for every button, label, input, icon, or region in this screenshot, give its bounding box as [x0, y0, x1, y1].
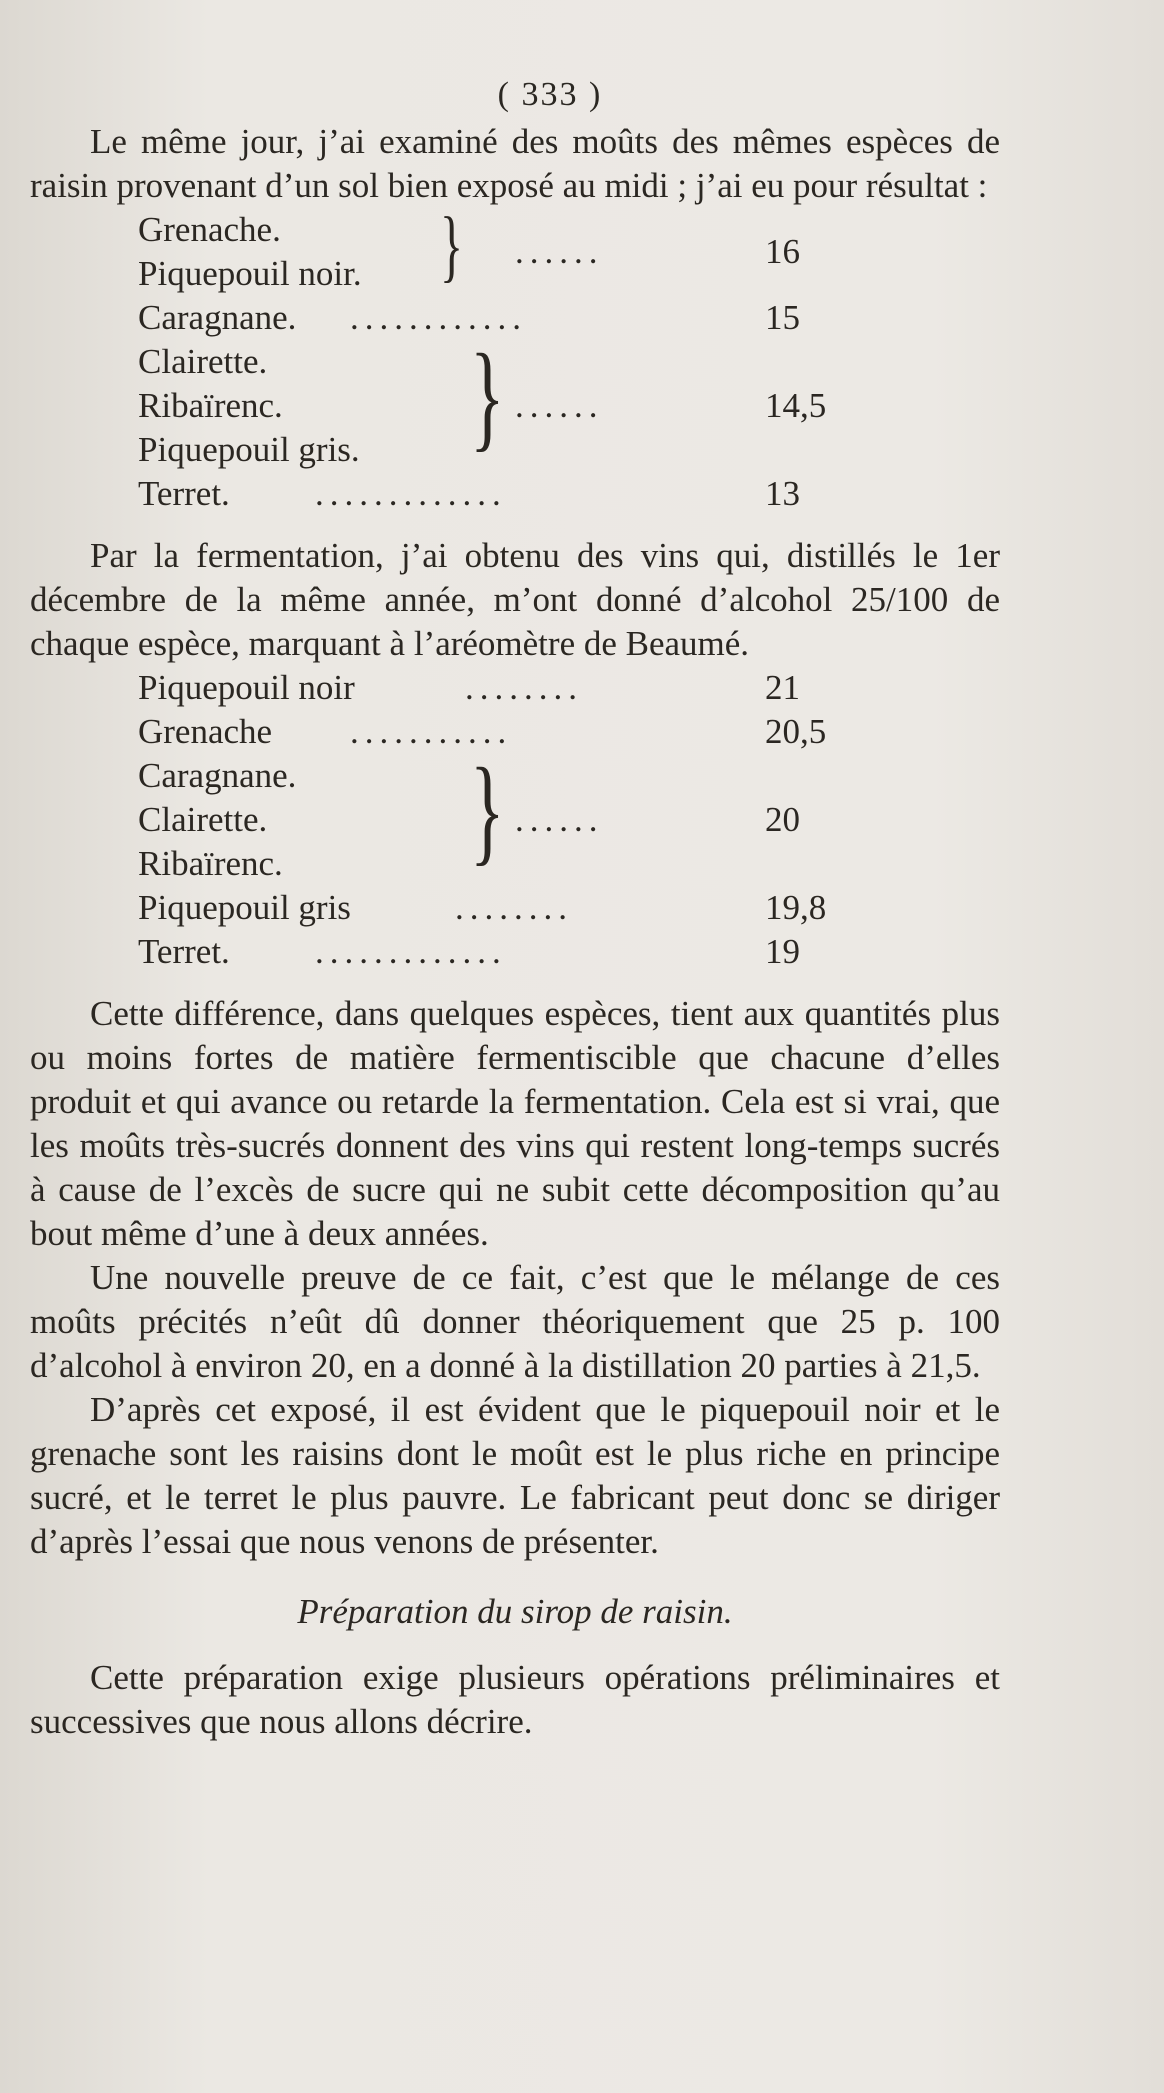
grape-value: 19,8 — [765, 888, 827, 927]
brace-mark: } — [470, 743, 505, 876]
leader-dots: ...... — [515, 386, 604, 425]
leader-dots: ........ — [465, 668, 583, 707]
grape-value: 15 — [765, 298, 800, 337]
grape-value: 14,5 — [765, 386, 827, 425]
section-heading: Préparation du sirop de raisin. — [297, 1592, 733, 1631]
leader-dots: ........ — [455, 888, 573, 927]
paragraph-4: Une nouvelle preuve de ce fait, c’est que le mélange de ces moûts précités n’eût dû donner théoriquement que 25 p. 100 d’alcohol à environ 20, en a donné à la distillation 20 parties à 21,5. — [30, 1258, 1000, 1385]
table-row — [30, 384, 1000, 428]
grape-name: Terret. — [138, 932, 230, 971]
table-1 — [30, 202, 1000, 516]
grape-value: 20 — [765, 800, 800, 839]
grape-name: Piquepouil gris — [138, 888, 351, 927]
table-row — [30, 930, 1000, 974]
table-row — [30, 842, 1000, 886]
grape-name: Ribaïrenc. — [138, 844, 283, 883]
grape-value: 16 — [765, 232, 800, 271]
grape-name: Clairette. — [138, 800, 268, 839]
grape-value: 20,5 — [765, 712, 827, 751]
grape-name: Piquepouil gris. — [138, 430, 360, 469]
leader-dots: ........... — [350, 712, 513, 751]
paragraph-5: D’après cet exposé, il est évident que le piquepouil noir et le grenache sont les raisins dont le moût est le plus riche en principe sucré, et le terret le plus pauvre. Le fabricant peut donc se diriger d’après l’essai que nous venons de présenter. — [30, 1390, 1000, 1561]
grape-name: Piquepouil noir — [138, 668, 355, 707]
table-row — [30, 798, 1000, 842]
page-body — [30, 120, 1000, 1744]
table-row — [30, 428, 1000, 472]
paragraph-6: Cette préparation exige plusieurs opérations préliminaires et successives que nous allons décrire. — [30, 1658, 1000, 1741]
grape-value: 21 — [765, 668, 800, 707]
leader-dots: ...... — [515, 800, 604, 839]
leader-dots: ............. — [315, 932, 507, 971]
grape-name: Clairette. — [138, 342, 268, 381]
grape-value: 13 — [765, 474, 800, 513]
leader-dots: ............. — [315, 474, 507, 513]
table-row — [30, 232, 1000, 296]
table-2 — [30, 666, 1000, 974]
paragraph-3: Cette différence, dans quelques espèces, tient aux quantités plus ou moins fortes de matière fermentiscible que chacune d’elles produit et qui avance ou retarde la fermentation. Cela est si vrai, que les moûts très-sucrés donnent des vins qui restent long-temps sucrés à cause de l’excès de sucre qui ne subit cette décomposition qu’au bout même d’une à deux années. — [30, 994, 1000, 1253]
page-number: ( 333 ) — [497, 76, 603, 113]
paragraph-1: Le même jour, j’ai examiné des moûts des mêmes espèces de raisin provenant d’un sol bien exposé au midi ; j’ai eu pour résultat : — [30, 122, 1000, 205]
table-row — [30, 710, 1000, 754]
paragraph-2: Par la fermentation, j’ai obtenu des vins qui, distillés le 1er décembre de la même année, m’ont donné d’alcohol 25/100 de chaque espèce, marquant à l’aréomètre de Beaumé. — [30, 536, 1000, 663]
grape-value: 19 — [765, 932, 800, 971]
grape-name: Terret. — [138, 474, 230, 513]
table-row — [30, 472, 1000, 516]
brace-mark: } — [470, 329, 505, 462]
brace-mark: } — [440, 202, 464, 290]
grape-name: Caragnane. — [138, 298, 297, 337]
table-row — [30, 666, 1000, 710]
grape-name: Grenache. — [138, 210, 281, 249]
grape-name: Caragnane. — [138, 756, 297, 795]
grape-name: Ribaïrenc. — [138, 386, 283, 425]
table-row — [30, 296, 1000, 340]
leader-dots: ...... — [515, 232, 604, 271]
leader-dots: ............ — [350, 298, 527, 337]
grape-name: Piquepouil noir. — [138, 254, 362, 293]
grape-name: Grenache — [138, 712, 273, 751]
table-row — [30, 886, 1000, 930]
